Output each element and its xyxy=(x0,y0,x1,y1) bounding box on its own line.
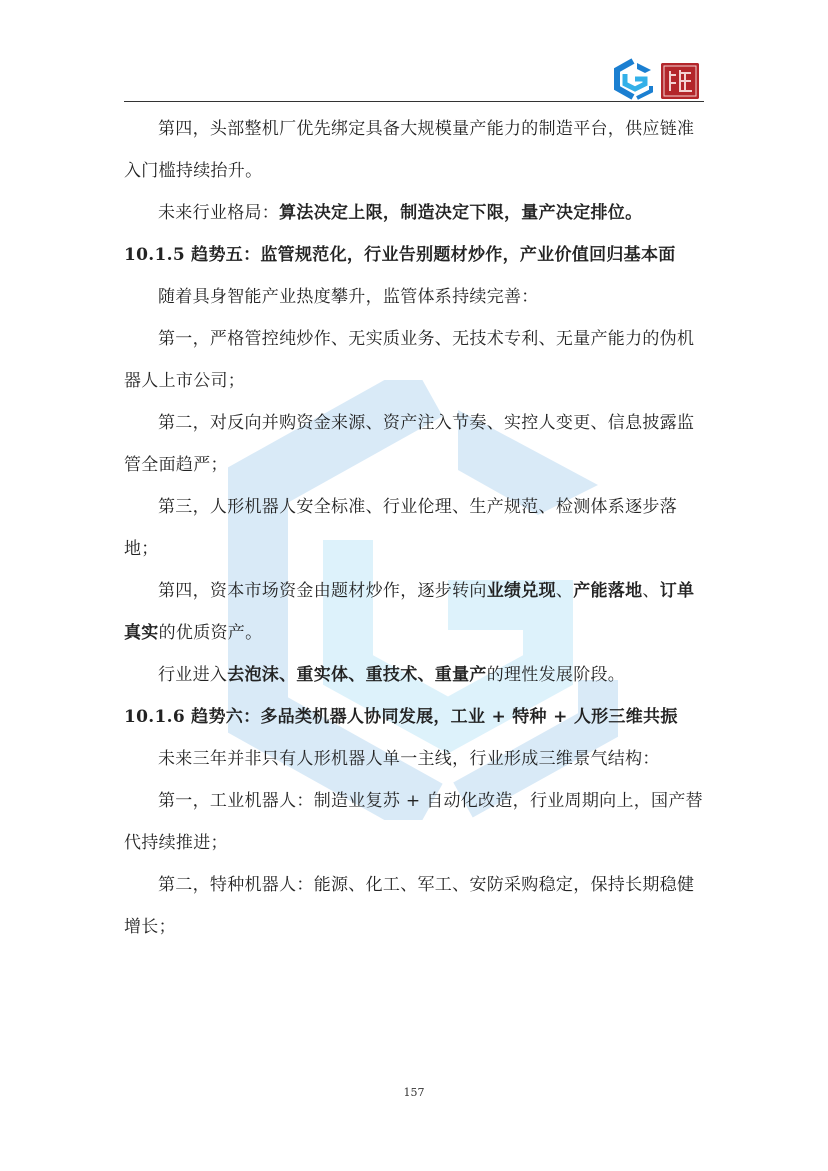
paragraph: 第三，人形机器人安全标准、行业伦理、生产规范、检测体系逐步落地； xyxy=(124,497,677,559)
bold-text: 订单真实 xyxy=(124,581,695,643)
bold-text: 产能落地 xyxy=(573,581,643,601)
paragraph: 随着具身智能产业热度攀升，监管体系持续完善： xyxy=(158,287,539,307)
paragraph: 第四，头部整机厂优先绑定具备大规模量产能力的制造平台，供应链准入门槛持续抬升。 xyxy=(124,119,695,181)
text: 行业进入 xyxy=(158,665,228,685)
paragraph: 第二，特种机器人：能源、化工、军工、安防采购稳定，保持长期稳健增长； xyxy=(124,875,695,937)
paragraph-capital-market xyxy=(124,570,708,654)
paragraph: 第一，严格管控纯炒作、无实质业务、无技术专利、无量产能力的伪机器人上市公司； xyxy=(124,329,695,391)
text: 的理性发展阶段。 xyxy=(486,665,626,685)
header-rule xyxy=(124,101,704,102)
paragraph-rational-stage xyxy=(124,654,708,696)
paragraph: 未来三年并非只有人形机器人单一主线，行业形成三维景气结构： xyxy=(158,749,660,769)
bold-text: 业绩兑现 xyxy=(486,581,556,601)
red-seal-icon xyxy=(661,63,699,99)
paragraph-lead: 未来行业格局： xyxy=(158,203,280,223)
page-number: 157 xyxy=(403,1086,425,1099)
bold-text: 去泡沫、重实体、重技术、重量产 xyxy=(227,665,487,685)
bold-text: 算法决定上限，制造决定下限，量产决定排位。 xyxy=(279,203,643,223)
text: 、 xyxy=(642,581,660,601)
cg-logo-icon xyxy=(611,58,657,100)
text: 的优质资产。 xyxy=(158,623,263,643)
section-heading-10-1-6: 10.1.6 趋势六：多品类机器人协同发展，工业 + 特种 + 人形三维共振 xyxy=(124,707,678,727)
paragraph-industry-pattern xyxy=(124,192,708,234)
document-body xyxy=(124,108,708,948)
text: 第四，资本市场资金由题材炒作，逐步转向 xyxy=(158,581,487,601)
section-heading-10-1-5: 10.1.5 趋势五：监管规范化，行业告别题材炒作，产业价值回归基本面 xyxy=(124,245,676,265)
text: 、 xyxy=(555,581,574,601)
paragraph: 第二，对反向并购资金来源、资产注入节奏、实控人变更、信息披露监管全面趋严； xyxy=(124,413,695,475)
paragraph: 第一，工业机器人：制造业复苏 + 自动化改造，行业周期向上，国产替代持续推进； xyxy=(124,791,703,853)
